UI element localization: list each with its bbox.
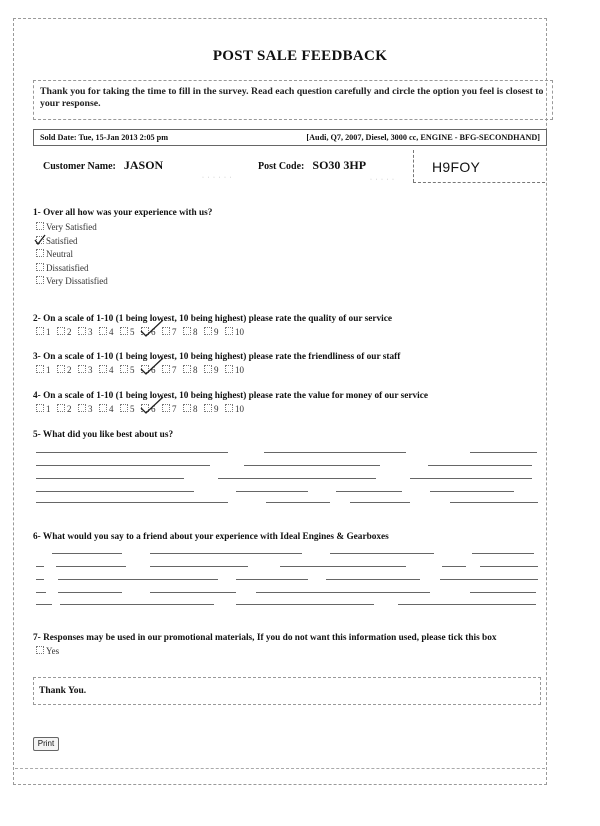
- scale-number: 2: [67, 365, 72, 375]
- scale-checkbox[interactable]: [99, 404, 107, 412]
- answer-line[interactable]: [244, 465, 380, 466]
- scale-option: [36, 327, 57, 337]
- scale-checkbox[interactable]: [183, 327, 191, 335]
- scale-option: [78, 327, 99, 337]
- scale-checkbox[interactable]: [204, 404, 212, 412]
- post-code-field: [258, 158, 366, 173]
- scale-checkbox[interactable]: [36, 404, 44, 412]
- answer-line[interactable]: [58, 592, 122, 593]
- scale-checkbox[interactable]: [99, 365, 107, 373]
- answer-line[interactable]: [326, 579, 420, 580]
- question-1-option: [36, 249, 73, 259]
- question-5: 5- What did you like best about us?: [33, 430, 174, 440]
- scale-number: 4: [109, 327, 114, 337]
- answer-line[interactable]: [256, 592, 430, 593]
- answer-line[interactable]: [446, 465, 532, 466]
- customer-name-label: Customer Name:: [43, 161, 116, 172]
- scale-option: [57, 327, 78, 337]
- option-checkbox[interactable]: [36, 263, 44, 271]
- scale-option: [36, 365, 57, 375]
- answer-line[interactable]: [56, 566, 126, 567]
- answer-line[interactable]: [36, 452, 228, 453]
- check-mark-icon: [139, 357, 165, 375]
- scale-option: [99, 327, 120, 337]
- scale-number: 3: [88, 404, 93, 414]
- answer-line[interactable]: [36, 579, 44, 580]
- intro-box: Thank you for taking the time to fill in the survey. Read each question carefully and circle the option you feel is closest to your response.: [33, 80, 553, 120]
- scale-number: 4: [109, 365, 114, 375]
- answer-line[interactable]: [350, 502, 410, 503]
- scale-number: 7: [172, 327, 177, 337]
- question-3: 3- On a scale of 1-10 (1 being lowest, 10 being highest) please rate the friendliness of our staff: [33, 352, 401, 362]
- answer-line[interactable]: [480, 566, 538, 567]
- option-label: Dissatisfied: [46, 262, 89, 273]
- scale-number: 10: [235, 327, 244, 337]
- answer-line[interactable]: [442, 566, 466, 567]
- scale-checkbox[interactable]: [99, 327, 107, 335]
- option-checkbox[interactable]: [36, 276, 44, 284]
- post-code-value: SO30 3HP: [312, 158, 367, 172]
- option-label: Satisfied: [46, 235, 78, 246]
- answer-line[interactable]: [36, 465, 210, 466]
- scale-checkbox[interactable]: [78, 365, 86, 373]
- question-2: 2- On a scale of 1-10 (1 being lowest, 10 being highest) please rate the quality of our service: [33, 314, 393, 324]
- question-1: 1- Over all how was your experience with us?: [33, 208, 213, 218]
- question-7-option: [36, 646, 59, 656]
- scale-option: [162, 327, 183, 337]
- scale-number: 3: [88, 365, 93, 375]
- option-label: Neutral: [46, 249, 73, 259]
- scale-checkbox[interactable]: [57, 404, 65, 412]
- scale-number: 1: [46, 327, 51, 337]
- scale-option: [183, 365, 204, 375]
- scale-option: [57, 365, 78, 375]
- scale-number: 9: [214, 327, 219, 337]
- option-label: Very Dissatisfied: [46, 276, 108, 286]
- answer-line[interactable]: [150, 553, 302, 554]
- scale-option: [120, 365, 141, 375]
- answer-line[interactable]: [470, 452, 537, 453]
- scale-option: [183, 327, 204, 337]
- scale-number: 8: [193, 365, 198, 375]
- scale-checkbox[interactable]: [78, 404, 86, 412]
- scale-number: 4: [109, 404, 114, 414]
- thank-you-box: [33, 677, 541, 705]
- option-checkbox[interactable]: [36, 249, 44, 257]
- answer-line[interactable]: [60, 604, 214, 605]
- scale-checkbox[interactable]: [57, 327, 65, 335]
- answer-line[interactable]: [58, 579, 218, 580]
- answer-line[interactable]: [440, 579, 538, 580]
- scale-checkbox[interactable]: [183, 404, 191, 412]
- answer-line[interactable]: [150, 566, 248, 567]
- divider: [413, 182, 545, 183]
- print-button[interactable]: Print: [33, 737, 59, 751]
- scale-number: 6: [151, 404, 156, 414]
- scale-checkbox[interactable]: [36, 327, 44, 335]
- scale-option: [36, 404, 57, 414]
- scale-number: 7: [172, 365, 177, 375]
- question-1-option: [36, 222, 97, 232]
- scale-checkbox[interactable]: [120, 327, 128, 335]
- scale-number: 2: [67, 404, 72, 414]
- scale-checkbox[interactable]: [183, 365, 191, 373]
- scale-checkbox[interactable]: [225, 404, 233, 412]
- scale-number: 5: [130, 404, 135, 414]
- scale-checkbox[interactable]: [36, 365, 44, 373]
- scale-checkbox[interactable]: [204, 365, 212, 373]
- scale-option: [225, 327, 246, 337]
- scale-number: 1: [46, 404, 51, 414]
- scale-number: 7: [172, 404, 177, 414]
- answer-line[interactable]: [450, 502, 538, 503]
- scale-option: [183, 404, 204, 414]
- answer-line[interactable]: [218, 478, 376, 479]
- scan-dots: · · · · ·: [370, 177, 395, 183]
- form-title: POST SALE FEEDBACK: [212, 48, 388, 64]
- scale-number: 6: [151, 365, 156, 375]
- scale-number: 10: [235, 404, 244, 414]
- scale-option: [78, 404, 99, 414]
- answer-line[interactable]: [236, 491, 308, 492]
- scan-dots: · · · · · ·: [202, 175, 233, 181]
- scale-option: [99, 365, 120, 375]
- scale-option: [120, 404, 141, 414]
- question-7: 7- Responses may be used in our promotional materials, If you do not want this information used, please tick this box: [33, 633, 497, 643]
- answer-line[interactable]: [236, 579, 308, 580]
- customer-name-field: [43, 158, 163, 173]
- question-6: 6- What would you say to a friend about your experience with Ideal Engines & Gearboxes: [33, 532, 389, 542]
- answer-line[interactable]: [470, 592, 536, 593]
- customer-name-value: JASON: [123, 158, 164, 172]
- scale-number: 8: [193, 404, 198, 414]
- answer-line[interactable]: [264, 452, 406, 453]
- scale-option: [204, 404, 225, 414]
- scale-number: 3: [88, 327, 93, 337]
- answer-line[interactable]: [266, 502, 330, 503]
- scale-checkbox[interactable]: [57, 365, 65, 373]
- scale-number: 6: [151, 327, 156, 337]
- scale-checkbox[interactable]: [225, 365, 233, 373]
- answer-line[interactable]: [36, 566, 44, 567]
- answer-line[interactable]: [52, 553, 122, 554]
- scale-option: [78, 365, 99, 375]
- answer-line[interactable]: [150, 592, 236, 593]
- check-mark-icon: [139, 319, 165, 337]
- bottom-divider: [15, 768, 545, 769]
- scale-number: 9: [214, 404, 219, 414]
- question-1-option: [36, 263, 89, 273]
- scale-number: 10: [235, 365, 244, 375]
- scale-option: [204, 327, 225, 337]
- scale-number: 5: [130, 327, 135, 337]
- check-mark-icon: [34, 234, 46, 246]
- scale-option: [204, 365, 225, 375]
- scale-number: 2: [67, 327, 72, 337]
- check-mark-icon: [139, 396, 165, 414]
- sale-info-bar: [33, 129, 547, 146]
- scale-number: 1: [46, 365, 51, 375]
- vehicle-details: [Audi, Q7, 2007, Diesel, 3000 cc, ENGINE - BFG-SECONDHAND]: [306, 133, 540, 142]
- answer-line[interactable]: [430, 491, 514, 492]
- option-label: Very Satisfied: [46, 222, 97, 232]
- answer-line[interactable]: [472, 553, 534, 554]
- thank-you-text: Thank You.: [39, 686, 87, 696]
- answer-line[interactable]: [36, 604, 52, 605]
- scale-option: [99, 404, 120, 414]
- yes-checkbox[interactable]: [36, 646, 44, 654]
- answer-line[interactable]: [36, 491, 194, 492]
- scale-option: [225, 365, 246, 375]
- scale-checkbox[interactable]: [225, 327, 233, 335]
- scale-checkbox[interactable]: [120, 365, 128, 373]
- sold-date: Sold Date: Tue, 15-Jan 2013 2:05 pm: [40, 133, 169, 142]
- post-code-label: Post Code:: [258, 161, 305, 172]
- scale-option: [162, 365, 183, 375]
- scale-number: 5: [130, 365, 135, 375]
- option-checkbox[interactable]: [36, 222, 44, 230]
- scale-option: [162, 404, 183, 414]
- answer-line[interactable]: [410, 478, 532, 479]
- scale-number: 8: [193, 327, 198, 337]
- answer-line[interactable]: [330, 553, 434, 554]
- answer-line[interactable]: [36, 478, 184, 479]
- question-4: 4- On a scale of 1-10 (1 being lowest, 10 being highest) please rate the value for money of our service: [33, 391, 428, 401]
- scale-checkbox[interactable]: [78, 327, 86, 335]
- divider: [413, 150, 414, 182]
- scale-checkbox[interactable]: [204, 327, 212, 335]
- answer-line[interactable]: [36, 592, 46, 593]
- reference-code: H9FOY: [432, 159, 481, 175]
- scale-option: [57, 404, 78, 414]
- question-1-option: [36, 276, 108, 286]
- scale-option: [225, 404, 246, 414]
- answer-line[interactable]: [336, 491, 402, 492]
- scale-number: 9: [214, 365, 219, 375]
- answer-line[interactable]: [486, 604, 536, 605]
- scale-option: [120, 327, 141, 337]
- yes-label: Yes: [46, 646, 60, 656]
- scale-checkbox[interactable]: [120, 404, 128, 412]
- answer-line[interactable]: [36, 502, 228, 503]
- answer-line[interactable]: [280, 566, 406, 567]
- answer-line[interactable]: [236, 604, 374, 605]
